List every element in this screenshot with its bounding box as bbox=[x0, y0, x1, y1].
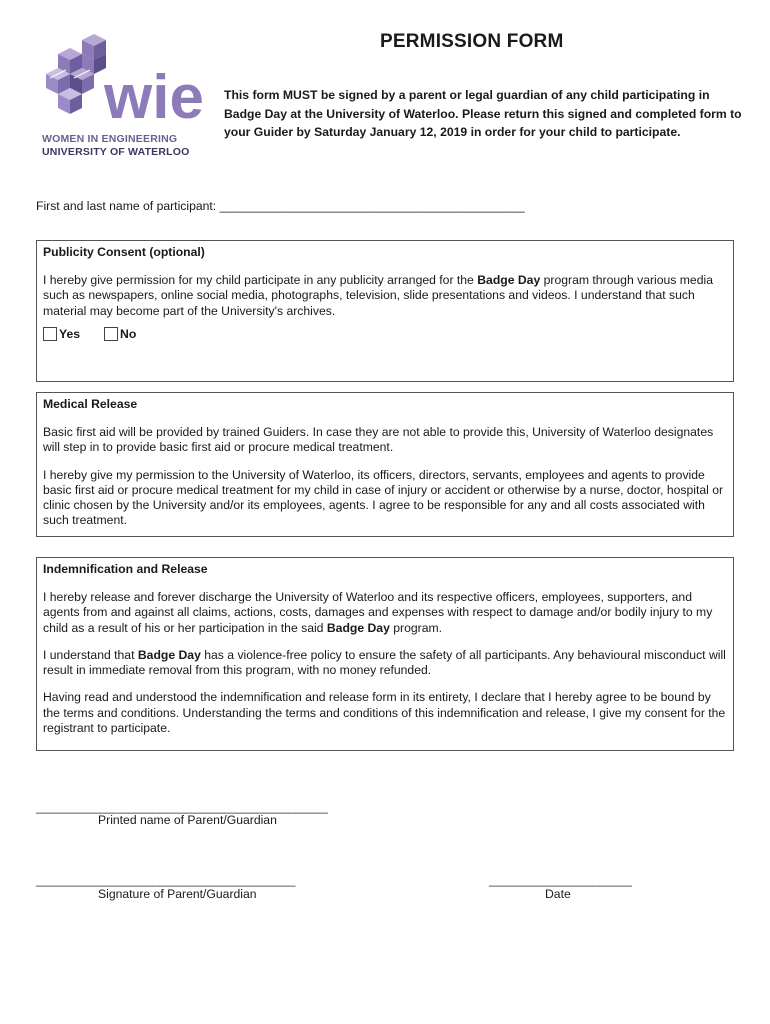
participant-name-blank[interactable]: _____________________________________________ bbox=[219, 199, 525, 213]
participant-name-label: First and last name of participant: bbox=[36, 199, 217, 213]
printed-name-label: Printed name of Parent/Guardian bbox=[98, 813, 277, 827]
medical-heading: Medical Release bbox=[43, 397, 138, 411]
participant-name-field[interactable] bbox=[36, 199, 525, 213]
logo-caption bbox=[42, 133, 190, 159]
indemnification-paragraph-3: Having read and understood the indemnification and release form in its entirety, I declare that I hereby agree to be bound by the terms and conditions. Understanding the terms and conditions of this indemnification and release, I give my consent for the registrant to participate. bbox=[43, 690, 726, 736]
wie-wordmark: wie bbox=[104, 63, 204, 130]
medical-paragraph-2: I hereby give my permission to the University of Waterloo, its officers, directors, servants, employees and agents to provide basic first aid or procure medical treatment for my child in case of injury or accident or otherwise by a nurse, doctor, hospital or clinic chosen by the University and/or its employees, agents. I agree to be responsible for any and all costs associated with such treatment. bbox=[43, 467, 724, 528]
consent-no-option[interactable] bbox=[104, 327, 136, 341]
intro-text: This form MUST be signed by a parent or legal guardian of any child participating in Badge Day at the University of Waterloo. Please return this signed and completed form to your Guider by Saturday January 12, 2019 in order for your child to participate. bbox=[224, 88, 742, 139]
cube-cluster-icon bbox=[46, 34, 106, 114]
yes-label: Yes bbox=[59, 326, 81, 341]
yes-checkbox[interactable] bbox=[43, 327, 57, 341]
date-line[interactable]: ______________________ bbox=[489, 873, 632, 887]
logo-line-2: UNIVERSITY OF WATERLOO bbox=[42, 146, 190, 158]
signature-label: Signature of Parent/Guardian bbox=[98, 887, 257, 901]
page-title: PERMISSION FORM bbox=[380, 31, 564, 52]
consent-yes-option[interactable] bbox=[43, 327, 80, 341]
indemnification-heading: Indemnification and Release bbox=[43, 562, 208, 576]
printed-name-line[interactable]: _____________________________________________ bbox=[36, 800, 328, 814]
logo-line-1: WOMEN IN ENGINEERING bbox=[42, 133, 178, 145]
signature-line[interactable]: ________________________________________ bbox=[36, 873, 296, 887]
no-checkbox[interactable] bbox=[104, 327, 118, 341]
medical-paragraph-1: Basic first aid will be provided by trained Guiders. In case they are not able to provide this, University of Waterloo designates will step in to provide basic first aid or procure medical treatment. bbox=[43, 425, 714, 455]
publicity-text: I hereby give permission for my child participate in any publicity arranged for the Badge Day program through various media such as newspapers, online social media, photographs, television, slide presentations and videos. I understand that such material may become part of the University's archives. bbox=[43, 273, 713, 318]
publicity-consent-section bbox=[36, 240, 734, 382]
publicity-heading: Publicity Consent (optional) bbox=[43, 245, 205, 259]
wie-logo-graphic bbox=[36, 30, 214, 130]
medical-release-section bbox=[36, 392, 734, 537]
no-label: No bbox=[120, 326, 137, 341]
indemnification-paragraph-1: I hereby release and forever discharge the University of Waterloo and its respective officers, employees, supporters, and agents from and against all claims, actions, costs, damages and expenses with respect to damage and/or bodily injury to my child as a result of his or her participation in the said Badge Day program. bbox=[43, 590, 713, 635]
indemnification-section bbox=[36, 557, 734, 751]
consent-options bbox=[43, 327, 727, 341]
indemnification-paragraph-2: I understand that Badge Day has a violence-free policy to ensure the safety of all participants. Any behavioural misconduct will result in immediate removal from this program, with no money refunded. bbox=[43, 647, 726, 678]
date-label: Date bbox=[545, 887, 571, 901]
